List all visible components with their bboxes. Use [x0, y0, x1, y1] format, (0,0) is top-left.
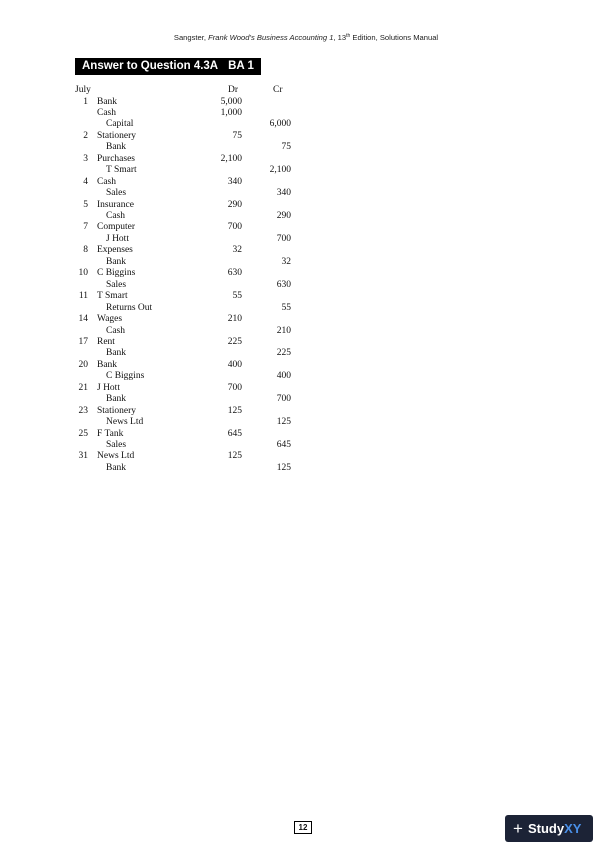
entry-credit: 290 [276, 211, 291, 221]
logo-study-text: Study [527, 821, 565, 836]
journal-row [0, 314, 612, 326]
entry-account: Cash [106, 325, 125, 336]
entry-account: T Smart [97, 291, 128, 302]
header-prefix: Sangster, [173, 33, 209, 42]
header-edition-suffix: th [346, 33, 351, 39]
journal-row [0, 200, 612, 212]
entry-account: C Biggins [106, 371, 145, 382]
journal-row [0, 268, 612, 280]
entry-debit: 55 [232, 291, 242, 302]
entry-day: 21 [78, 382, 88, 393]
journal-row [0, 406, 612, 418]
entry-day: 25 [78, 428, 88, 439]
entry-account: C Biggins [97, 268, 136, 279]
journal-row [0, 142, 612, 154]
entry-debit: 630 [227, 268, 242, 279]
entry-credit: 700 [276, 233, 291, 244]
header-suffix: Edition, Solutions Manual [350, 33, 439, 42]
entry-credit: 125 [276, 417, 291, 428]
entry-debit: 75 [232, 130, 242, 141]
journal-row [0, 383, 612, 395]
journal-row [0, 348, 612, 360]
journal-row [0, 417, 612, 429]
journal-row [0, 291, 612, 303]
entry-account: Insurance [97, 199, 134, 210]
entry-account: Cash [106, 211, 125, 221]
entry-debit: 645 [227, 428, 242, 439]
journal-row [0, 165, 612, 177]
entry-day: 14 [78, 314, 88, 325]
entry-account: Returns Out [106, 302, 153, 313]
entry-account: Bank [106, 394, 127, 405]
running-header [0, 33, 612, 42]
entry-account: Sales [106, 440, 127, 450]
entry-debit: 225 [227, 336, 242, 347]
journal-row [0, 188, 612, 200]
entry-account: Bank [97, 96, 118, 107]
entry-account: Purchases [97, 153, 135, 164]
journal-row [0, 119, 612, 131]
logo-xy-text: XY [564, 821, 582, 836]
entry-account: Computer [97, 222, 135, 233]
question-reference: BA 1 [228, 60, 254, 72]
journal-row [0, 440, 612, 452]
credit-heading: Cr [273, 85, 283, 95]
entry-credit: 700 [276, 394, 291, 405]
journal-row [0, 463, 612, 475]
entry-debit: 125 [227, 405, 242, 416]
header-edition-number: , 13 [333, 33, 347, 42]
entry-credit: 400 [276, 371, 291, 382]
journal-row [0, 211, 612, 223]
journal-row [0, 360, 612, 372]
entry-account: J Hott [106, 233, 129, 244]
entry-credit: 225 [276, 348, 291, 359]
entry-debit: 125 [227, 451, 242, 462]
entry-credit: 340 [276, 188, 291, 199]
entry-day: 20 [78, 359, 88, 370]
entry-credit: 75 [281, 142, 291, 153]
journal-row [0, 326, 612, 338]
entry-account: Stationery [97, 405, 137, 416]
entry-day: 7 [83, 222, 88, 233]
journal-row [0, 451, 612, 463]
entry-day: 8 [83, 245, 88, 256]
journal-row [0, 234, 612, 246]
journal-row [0, 394, 612, 406]
debit-heading: Dr [228, 85, 239, 95]
entry-credit: 630 [276, 279, 291, 290]
entry-account: Cash [97, 107, 116, 118]
entry-account: Cash [97, 176, 116, 187]
entry-debit: 290 [227, 199, 242, 210]
entry-account: Sales [106, 279, 127, 290]
entry-account: Wages [97, 314, 123, 325]
journal-row [0, 245, 612, 257]
month-heading: July [75, 85, 91, 95]
plus-icon: + [513, 819, 523, 838]
entry-day: 2 [83, 130, 88, 141]
studyxy-logo [505, 815, 593, 842]
entry-day: 4 [83, 176, 88, 187]
journal-row [0, 154, 612, 166]
journal-row [0, 280, 612, 292]
entry-credit: 32 [281, 256, 291, 267]
entry-day: 10 [78, 268, 88, 279]
entry-credit: 55 [281, 302, 291, 313]
journal-row [0, 257, 612, 269]
entry-account: Expenses [97, 245, 133, 256]
entry-debit: 5,000 [220, 96, 242, 107]
entry-account: Stationery [97, 130, 137, 141]
entry-account: Bank [106, 348, 127, 359]
entry-account: F Tank [97, 428, 124, 439]
journal-row [0, 371, 612, 383]
entry-credit: 645 [276, 440, 291, 450]
entry-credit: 125 [276, 462, 291, 473]
entry-account: Bank [106, 256, 127, 267]
entry-debit: 2,100 [220, 153, 242, 164]
journal-row [0, 429, 612, 441]
entry-account: Rent [97, 336, 115, 347]
question-title: Answer to Question 4.3A [82, 60, 219, 72]
entry-debit: 700 [227, 222, 242, 233]
entry-day: 5 [83, 199, 88, 210]
entry-credit: 210 [276, 325, 291, 336]
entry-account: News Ltd [106, 417, 144, 428]
entry-account: Bank [106, 462, 127, 473]
page-number: 12 [294, 821, 312, 834]
entry-day: 31 [78, 451, 88, 462]
entry-debit: 210 [227, 314, 242, 325]
journal-row [0, 177, 612, 189]
entry-day: 17 [78, 336, 88, 347]
entry-account: Capital [106, 119, 134, 130]
entry-debit: 32 [232, 245, 242, 256]
entry-day: 3 [83, 153, 88, 164]
journal-row [0, 131, 612, 143]
journal-row [0, 97, 612, 109]
header-book-title: Frank Wood’s Business Accounting 1 [208, 33, 334, 42]
entry-debit: 400 [227, 359, 242, 370]
journal-row [0, 222, 612, 234]
answer-title-bar [75, 58, 261, 75]
entry-debit: 1,000 [220, 107, 242, 118]
journal-row [0, 337, 612, 349]
entry-day: 23 [78, 405, 88, 416]
entry-day: 11 [78, 291, 88, 302]
entry-credit: 6,000 [269, 119, 291, 130]
entry-day: 1 [83, 96, 88, 107]
entry-debit: 340 [227, 176, 242, 187]
journal-row [0, 303, 612, 315]
entry-account: Bank [97, 359, 118, 370]
entry-credit: 2,100 [269, 165, 291, 176]
entry-account: News Ltd [97, 451, 135, 462]
entry-account: T Smart [106, 165, 137, 176]
entry-debit: 700 [227, 382, 242, 393]
entry-account: Bank [106, 142, 127, 153]
journal-row [0, 108, 612, 120]
entry-account: J Hott [97, 382, 120, 393]
entry-account: Sales [106, 188, 127, 199]
